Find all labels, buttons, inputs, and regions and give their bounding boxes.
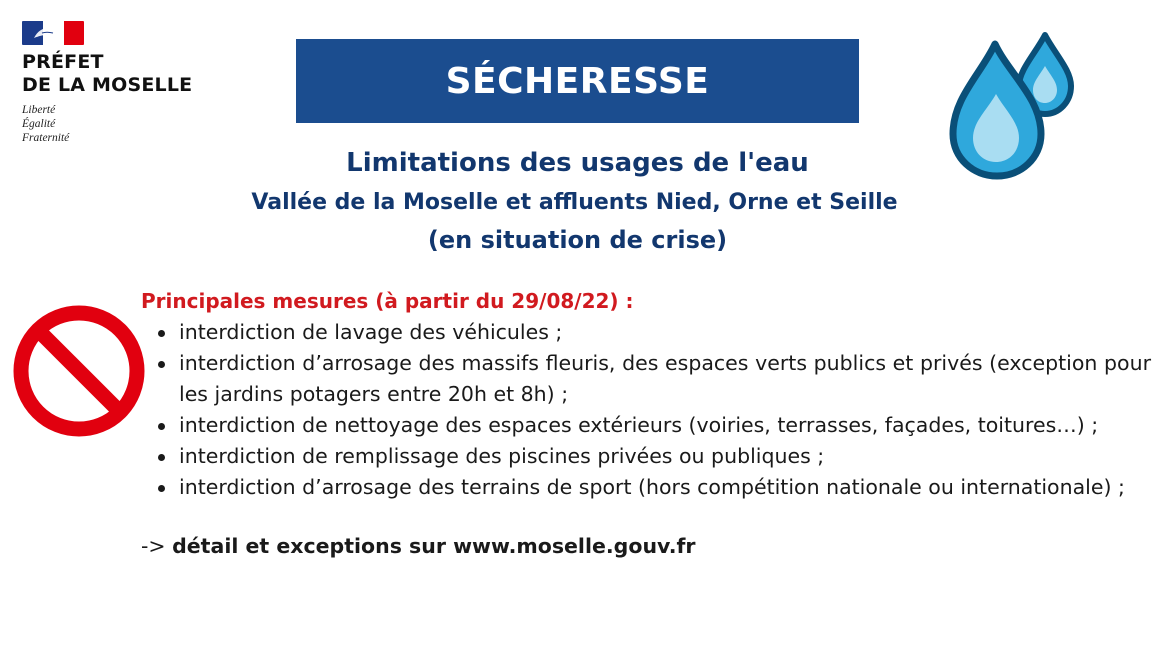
prefecture-logo <box>22 21 222 145</box>
measures-title: Principales mesures (à partir du 29/08/22) : <box>141 289 634 313</box>
list-item: interdiction d’arrosage des terrains de sport (hors compétition nationale ou internationale) ; <box>179 472 1151 503</box>
prefet-line-2: DE LA MOSELLE <box>22 74 193 96</box>
marianne-flag-icon <box>22 21 84 45</box>
measures-list <box>141 317 1151 503</box>
details-line <box>141 534 696 558</box>
list-item: interdiction de lavage des véhicules ; <box>179 317 1151 348</box>
page-title: Limitations des usages de l'eau <box>346 148 809 178</box>
motto-fraternite: Fraternité <box>22 132 70 144</box>
details-link[interactable]: détail et exceptions sur www.moselle.gouv.fr <box>172 534 696 558</box>
republic-motto <box>22 103 222 145</box>
list-item: interdiction d’arrosage des massifs fleuris, des espaces verts publics et privés (exception pour les jardins potagers entre 20h et 8h) ; <box>179 348 1151 410</box>
prohibited-icon <box>10 302 148 440</box>
motto-egalite: Égalité <box>22 118 56 130</box>
page-subtitle: Vallée de la Moselle et affluents Nied, Orne et Seille <box>251 190 898 215</box>
list-item: interdiction de nettoyage des espaces extérieurs (voiries, terrasses, façades, toitures…) ; <box>179 410 1151 441</box>
prefet-line-1: PRÉFET <box>22 51 104 73</box>
list-item: interdiction de remplissage des piscines privées ou publiques ; <box>179 441 1151 472</box>
motto-liberte: Liberté <box>22 104 56 116</box>
situation-label: (en situation de crise) <box>427 226 728 254</box>
banner-title: SÉCHERESSE <box>445 60 710 102</box>
title-banner <box>296 39 859 123</box>
prefet-title <box>22 51 222 97</box>
measures-section <box>141 286 1151 503</box>
arrow-text: -> <box>141 534 166 558</box>
